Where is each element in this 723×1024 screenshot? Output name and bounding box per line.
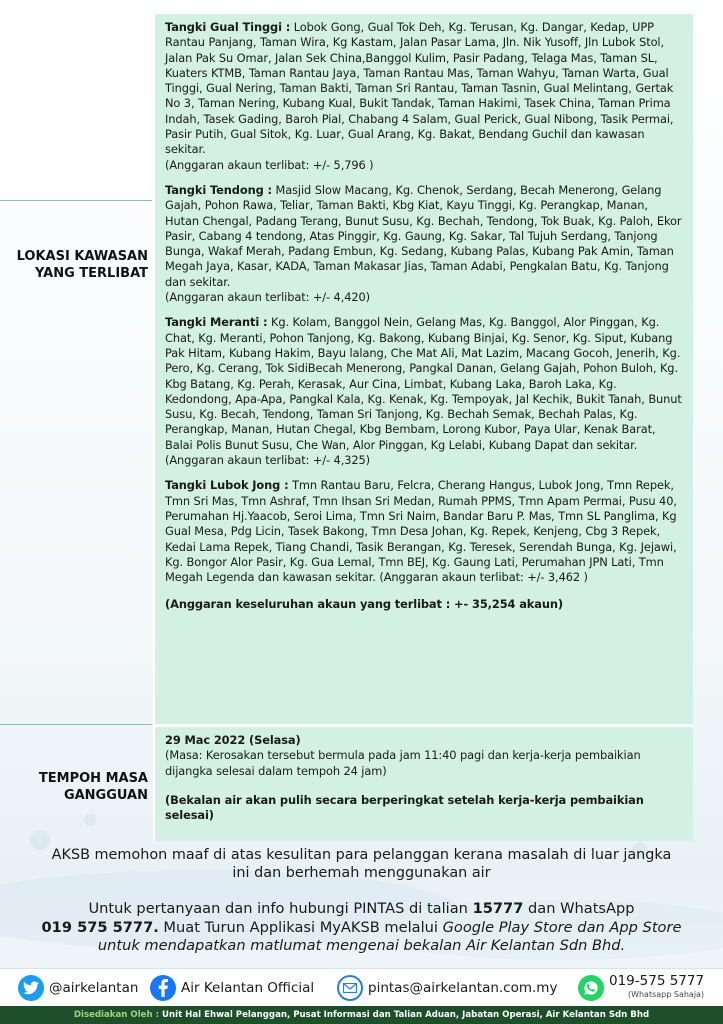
apology-line1: AKSB memohon maaf di atas kesulitan para pelanggan kerana masalah di luar jangka (51, 847, 672, 863)
tank-name: Tangki Lubok Jong : (165, 478, 289, 493)
tank-estimate: (Anggaran akaun terlibat: +/- 5,796 ) (165, 157, 374, 172)
lokasi-label (10, 248, 148, 282)
whatsapp-note: (Whatsapp Sahaja) (627, 990, 705, 999)
tank-areas: Masjid Slow Macang, Kg. Chenok, Serdang, Becah Menerong, Gelang Gajah, Pohon Rawa, Teliar, Taman Bakti, Kbg Kiat, Kayu Tinggi, Kg. Perangkap, Manan, Hutan Chengal, Padang Terang, Bunut Susu, Kg. Bechah, Tendong, Tok Buak, Kg. Paloh, Ekor Pasir, Cabang 4 tendong, Atas Pinggir, Kg. Gaung, Kg. Sakar, Tal Tujuh Serdang, Tanjong Bunga, Wakaf Merah, Padang Embun, Kg. Sedang, Kubang Palas, Kubang Pak Amin, Taman Megah Jaya, Kasar, KADA, Taman Makasar Jias, Taman Adabi, Pengkalan Batu, Kg. Tanjong dan sekitar. (165, 182, 682, 289)
facebook-page: Air Kelantan Official (181, 980, 315, 996)
tempoh-label-line1: TEMPOH MASA (38, 771, 148, 786)
contact-text: dan (572, 918, 610, 936)
email-icon (337, 975, 363, 1001)
tank-estimate: (Anggaran akaun terlibat: +/- 3,462 ) (379, 570, 588, 585)
lokasi-label-line2: YANG TERLIBAT (34, 266, 148, 281)
total-estimate: (Anggaran keseluruhan akaun yang terlibat : +- 35,254 akaun) (165, 597, 563, 612)
tank-areas: Lobok Gong, Gual Tok Deh, Kg. Terusan, Kg. Dangar, Kedap, UPP Rantau Panjang, Taman Wira, Kg Kastam, Jalan Pasar Lama, Jln. Nik Yusoff, Jln Lubok Stol, Jalan Pak Su Omar, Jalan Sek China,Banggol Kulim, Pasir Padang, Telaga Mas, Taman SL, Kuaters KTMB, Taman Rantau Jaya, Taman Rantau Mas, Taman Wahyu, Taman Warta, Gual Tinggi, Gual Nering, Taman Bakti, Taman Sri Rantau, Taman Tasnin, Gual Melintang, Gertak No 3, Taman Nering, Kubang Kual, Bukit Tandak, Taman Hakimi, Tasek China, Taman Prima Indah, Tasek Gading, Baroh Pial, Chabang 4 Salam, Gual Perick, Gual Nibong, Tasik Permai, Pasir Putih, Gual Sitok, Kg. Luar, Gual Arang, Kg. Bakat, Bendang Guchil dan kawasan sekitar. (165, 20, 674, 157)
areas-panel (153, 14, 693, 724)
tempoh-date: 29 Mac 2022 (Selasa) (165, 733, 301, 747)
tank-estimate: (Anggaran akaun terlibat: +/- 4,325) (165, 453, 371, 468)
tank-block-lubok-jong (165, 478, 683, 585)
email-address: pintas@airkelantan.com.my (368, 980, 558, 996)
tank-areas: Tmn Rantau Baru, Felcra, Cherang Hangus, Lubok Jong, Tmn Repek, Tmn Sri Mas, Tmn Ashraf, Tmn Ihsan Sri Medan, Rumah PPMS, Tmn Apam Permai, Pusu 40, Perumahan Hj.Yaacob, Seroi Lima, Tmn Sri Naim, Bandar Baru P. Mas, Tmn SL Panglima, Kg Gual Mesa, Pdg Licin, Tasek Bakong, Tmn Desa Johan, Kg. Repek, Kenjeng, Cbg 3 Repek, Kedai Lama Repek, Tiang Chandi, Tasik Berangan, Kg. Teresek, Serendah Bunga, Kg. Jejawi, Kg. Bongor Alor Pasir, Kg. Gua Lemal, Tmn BEJ, Kg. Gaung Lati, Perumahan JPN Lati, Tmn Megah Legenda dan kawasan sekitar. (165, 478, 677, 585)
left-divider (0, 200, 152, 201)
footer-lead: Disediakan Oleh : (73, 1010, 160, 1020)
left-header-blank (0, 0, 152, 200)
tank-block-tendong (165, 183, 683, 305)
facebook-contact[interactable] (150, 973, 314, 1003)
tank-areas: Kg. Kolam, Banggol Nein, Gelang Mas, Kg. Banggol, Alor Pinggan, Kg. Chat, Kg. Meranti, Pohon Tanjong, Kg. Bakong, Kubang Binjai, Kg. Senor, Kg. Siput, Kubang Pak Hitam, Kubang Hakim, Bayu lalang, Che Mat Ali, Mat Lazim, Macang Gocoh, Jenerih, Kg. Pero, Kg. Cerang, Tok SidiBecah Menerong, Pangkal Danan, Gelang Gajah, Pohon Buloh, Kg. Kbg Batang, Kg. Perah, Kerasak, Aur Cina, Limbat, Kubang Laka, Baroh Laka, Kg. Kedondong, Apa-Apa, Pangkal Kala, Kg. Kenak, Kg. Tempoyak, Jal Kechik, Bukit Tanah, Bunut Susu, Kg. Becah, Tendong, Taman Sri Tanjong, Kg. Bechah Semak, Bechah Palas, Kg. Perangkap, Manan, Hutan Chegal, Kbg Bembam, Lorong Kubor, Paya Ular, Kenak Barat, Balai Polis Bunut Susu, Che Wan, Alor Pinggan, Kg Lelabi, Kubang Dapat dan sekitar. (165, 315, 682, 452)
tempoh-masa: (Masa: Kerosakan tersebut bermula pada jam 11:40 pagi dan kerja-kerja pembaikian dijangka selesai dalam tempoh 24 jam) (165, 748, 641, 778)
google-play-store-link[interactable]: Google Play Store (442, 918, 573, 936)
footer-text: Unit Hal Ehwal Pelanggan, Pusat Informasi dan Talian Aduan, Jabatan Operasi, Air Kelantan Sdn Bhd (159, 1010, 650, 1020)
footer-bar (0, 1006, 723, 1024)
tempoh-bekalan: (Bekalan air akan pulih secara berperingkat setelah kerja-kerja pembaikian selesai) (165, 792, 644, 823)
apology-line2: ini dan berhemah menggunakan air (232, 865, 491, 881)
twitter-handle: @airkelantan (49, 980, 139, 996)
apology-message (15, 846, 708, 882)
contact-text: untuk mendapatkan matlumat mengenai bekalan Air Kelantan Sdn Bhd. (97, 937, 626, 954)
whatsapp-icon (578, 975, 604, 1001)
contact-info (15, 900, 708, 956)
app-store-link[interactable]: App Store (609, 918, 682, 936)
left-divider-2 (0, 724, 152, 725)
whatsapp-block (609, 974, 704, 1002)
email-contact[interactable] (337, 973, 557, 1003)
whatsapp-contact-number: 019-575 5777 (609, 973, 705, 989)
twitter-icon (18, 975, 44, 1001)
tank-name: Tangki Gual Tinggi : (165, 20, 291, 34)
contact-text: Muat Turun Applikasi MyAKSB melalui (158, 918, 443, 936)
whatsapp-number[interactable]: 019 575 5777. (41, 918, 159, 936)
contact-text: dan WhatsApp (523, 900, 635, 917)
facebook-icon (150, 975, 176, 1001)
social-bar (0, 968, 723, 1007)
lokasi-label-line1: LOKASI KAWASAN (16, 249, 148, 264)
whatsapp-contact[interactable] (578, 973, 704, 1003)
tank-block-meranti (165, 315, 683, 468)
tank-block-gual-tinggi (165, 20, 683, 173)
contact-text: Untuk pertanyaan dan info hubungi PINTAS di talian (88, 900, 473, 917)
tank-name: Tangki Meranti : (165, 315, 268, 330)
pintas-hotline[interactable]: 15777 (472, 900, 524, 917)
tank-estimate: (Anggaran akaun terlibat: +/- 4,420) (165, 290, 371, 305)
twitter-contact[interactable] (18, 973, 138, 1003)
tempoh-label-line2: GANGGUAN (63, 788, 148, 803)
tank-name: Tangki Tendong : (165, 182, 272, 197)
